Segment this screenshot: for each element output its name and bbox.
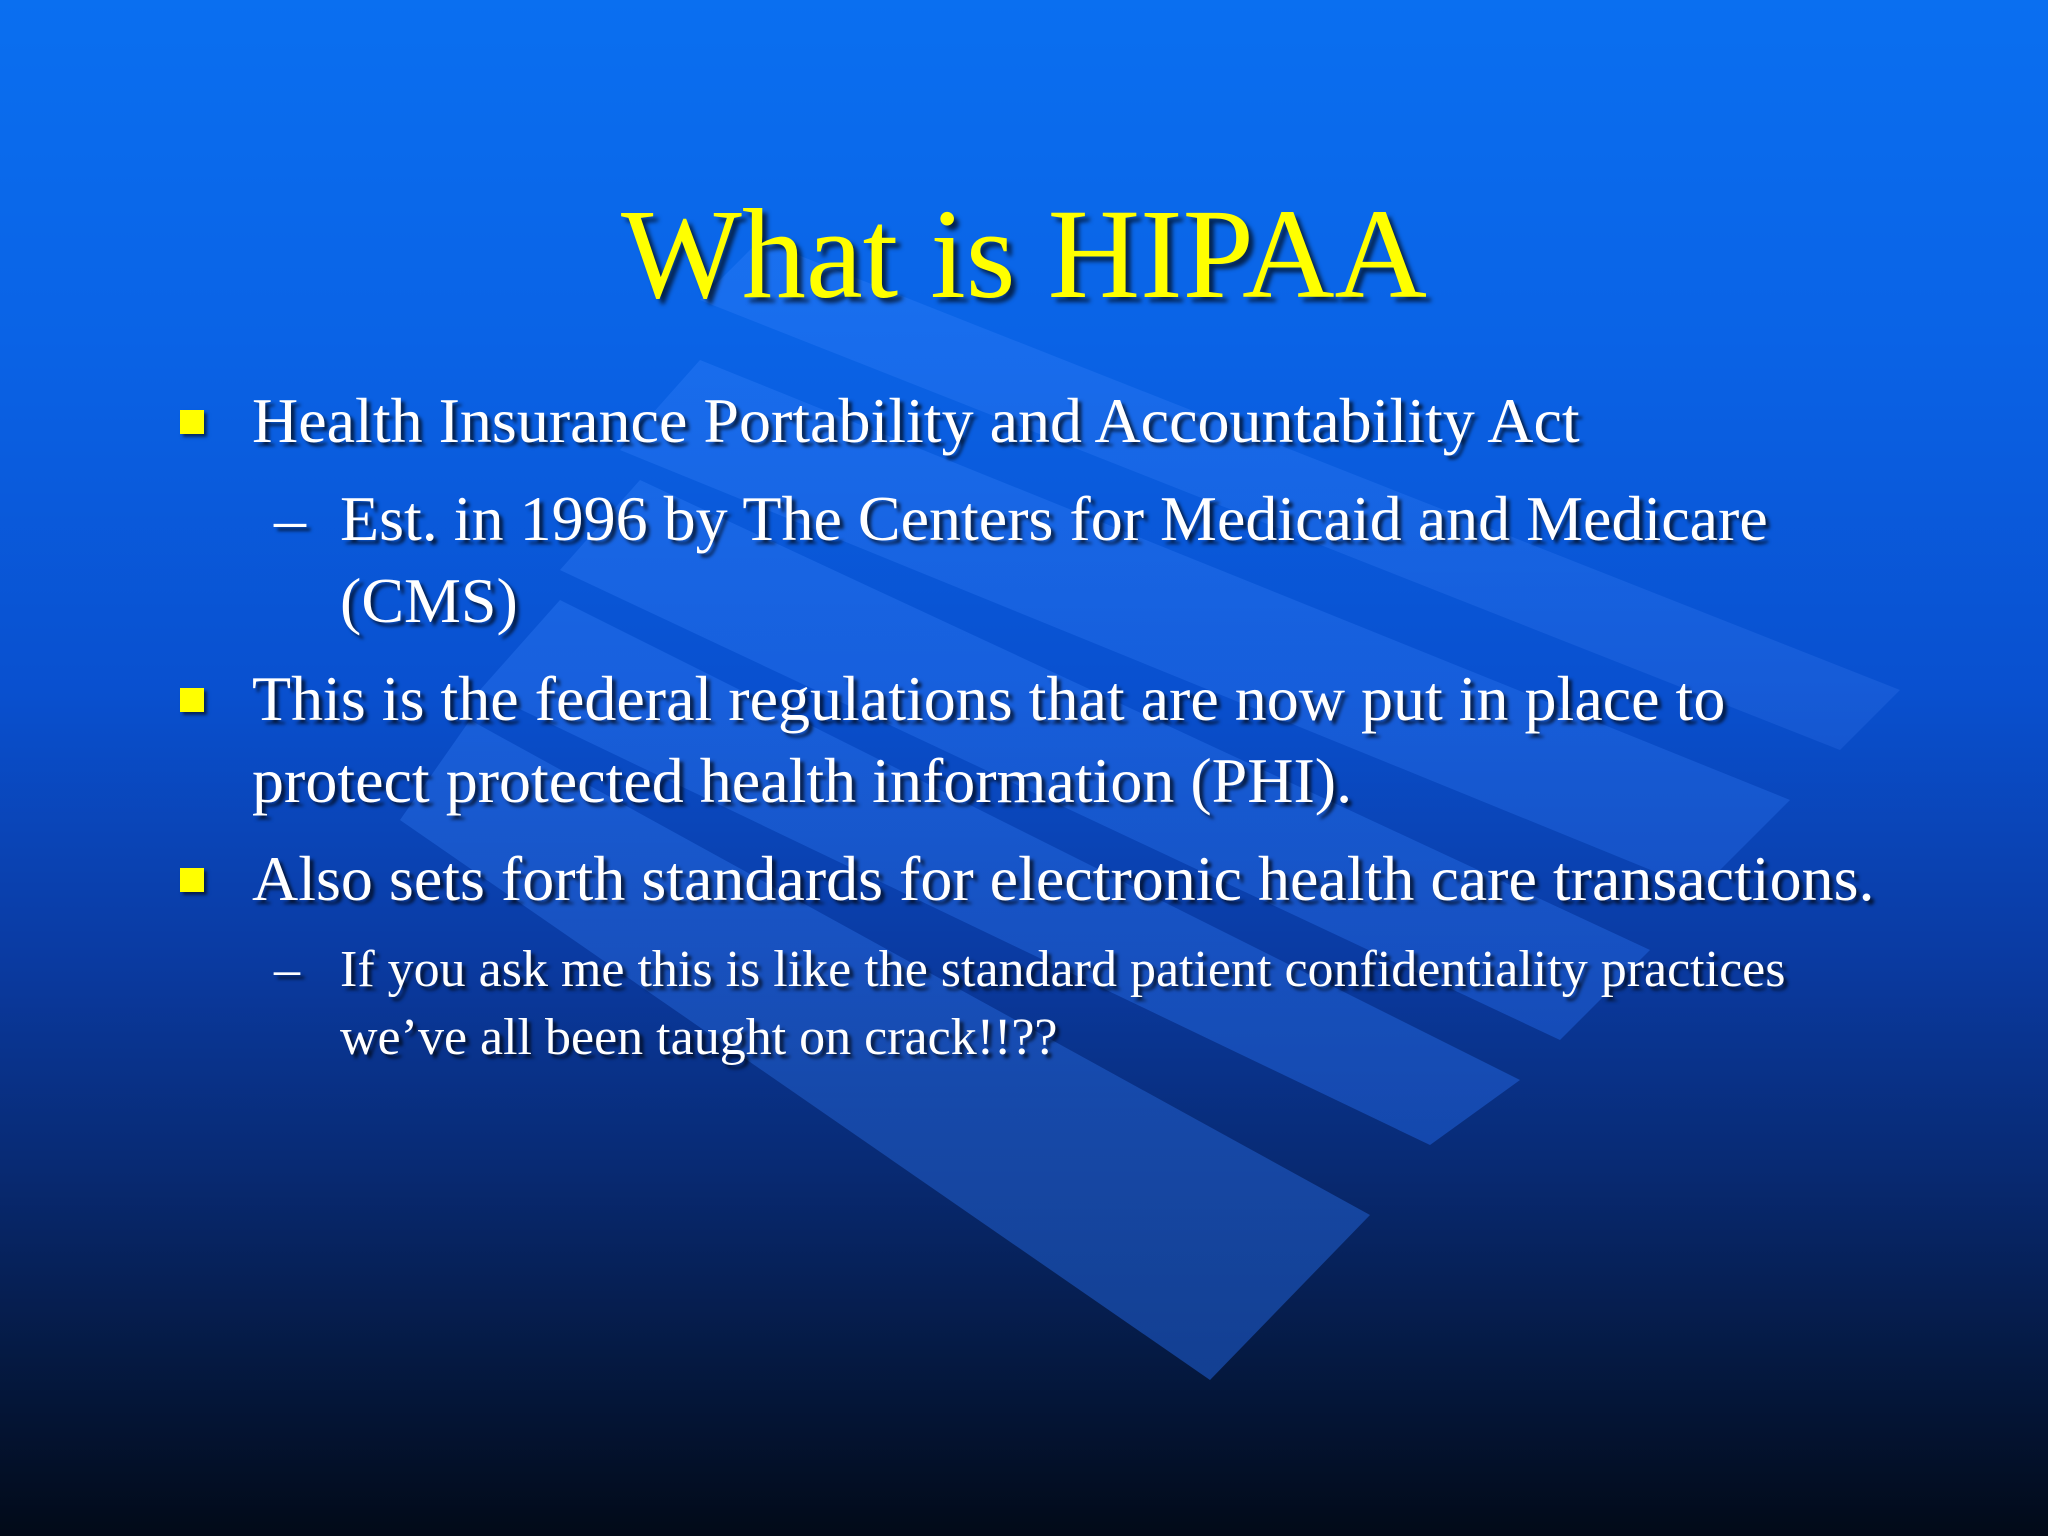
yellow-square-bullet-icon (180, 410, 204, 434)
sub-bullet-text: If you ask me this is like the standard patient confidentiality practices we’ve all been taught on crack!!?? (340, 941, 1786, 1066)
yellow-square-bullet-icon (180, 688, 204, 712)
bullet-text: Health Insurance Portability and Accountability Act (252, 385, 1580, 456)
bullet-item (176, 838, 1896, 920)
dash-marker: – (274, 483, 306, 554)
sub-bullet-item (176, 936, 1896, 1072)
sub-bullet-text: Est. in 1996 by The Centers for Medicaid and Medicare (CMS) (340, 483, 1768, 636)
yellow-square-bullet-icon (180, 868, 204, 892)
slide-body (176, 380, 1896, 1088)
bullet-item (176, 658, 1896, 822)
bullet-text: Also sets forth standards for electronic health care transactions. (252, 843, 1875, 914)
bullet-item (176, 380, 1896, 462)
slide-title: What is HIPAA (621, 183, 1427, 325)
sub-bullet-item (176, 478, 1896, 642)
bullet-text: This is the federal regulations that are now put in place to protect protected health information (PHI). (252, 663, 1726, 816)
dash-marker: – (274, 941, 300, 998)
